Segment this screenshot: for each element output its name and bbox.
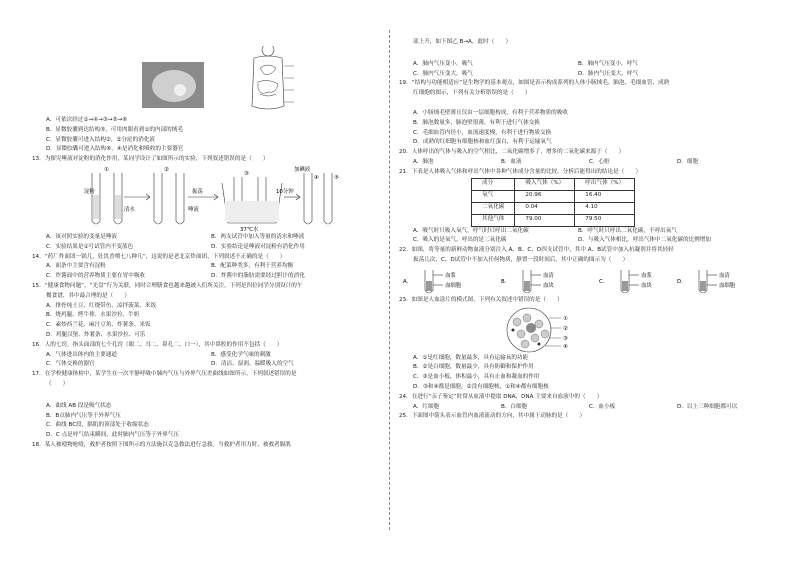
q18-options-row-1 (399, 60, 771, 70)
q16-options-row-2 (32, 360, 404, 370)
q22-figure (399, 266, 771, 296)
label-blood-cells: 血细胞 (445, 282, 462, 289)
q24-option-c[interactable]: C．血小板 (589, 403, 616, 410)
q18-option-a[interactable]: A．肺内气压变小，吸气 (413, 60, 473, 67)
tube-label-d[interactable]: D． (677, 278, 687, 285)
q13-option-d[interactable]: D．实验结论是唾液对淀粉有消化作用 (211, 243, 305, 250)
q19-option-a[interactable]: A．小肠绒毛壁薄且仅由一层细胞构成，有利于营养物质的吸收 (413, 109, 568, 116)
q24-option-b[interactable]: B．白细胞 (501, 403, 528, 410)
label-iodine: 加碘液 (294, 166, 311, 173)
q16-option-d[interactable]: D．清洁、湿润、温暖吸入的空气 (211, 361, 294, 368)
q24-options-row (399, 403, 771, 413)
table-cell: 20.96 (515, 190, 575, 202)
q23-stem: 23．如图是人血涂片的模式图，下列有关叙述中错误的是（ ） (399, 296, 563, 303)
q19-option-c[interactable]: C．毛细血管内径小，血流速度慢，有利于进行物质交换 (413, 129, 552, 136)
q14-option-d[interactable]: D．炸酱中的脂肪需要经过胆汁的消化 (211, 273, 305, 280)
q17-option-a[interactable]: A．曲线 AB 段是吸气状态 (46, 402, 112, 409)
q17-stem: 17．在学校健康体检中，某学生在一次平静呼吸中肺内气压与外界气压差曲线如图所示，下列叙述错误的是 (32, 371, 297, 378)
q19-figure-space (399, 99, 771, 109)
q13-option-c[interactable]: C．实验结果是①号试管内不变蓝色 (46, 243, 134, 250)
marker-4: ④ (314, 174, 319, 181)
q23-option-a[interactable]: A．①是红细胞，数量最多，具有运输氧的功能 (413, 354, 529, 361)
table-cell: 79.50 (575, 214, 635, 226)
q15-option-d[interactable]: D．鸡腿汉堡、炸薯条、水果沙拉、可乐 (46, 331, 146, 338)
q21-option-d[interactable]: D．与吸入气体相比，呼出气体中二氧化碳的比例增加 (578, 237, 711, 244)
q20-stem: 20．人体呼出的气体与吸入的空气相比，二氧化碳增多了，增多的二氧化碳来源于（ ） (399, 149, 625, 156)
table-cell: 0.04 (515, 202, 575, 214)
q22-stem: 22．如图，将等量的新鲜动物血液分别注入 A、B、C、D四支试管中，其中 A、B试管中加入抗凝剂并将其轻轻 (399, 247, 674, 254)
q12-option-d[interactable]: D．显微胶囊可进入结构⑥，④是消化和吸收的主要器官 (46, 146, 184, 153)
q14-option-b[interactable]: B．配菜种类多，有利于营养均衡 (211, 263, 294, 270)
starch-digestion-experiment-diagram (32, 165, 404, 233)
q21-options-row-2 (399, 236, 771, 246)
q22-stem-continued: 振荡几次，C、D试管中不加入任何物质，静置一段时间后，其中正确的图示为（ ） (413, 256, 629, 263)
q15-stem-continued: 餐食谱，其中最合理的是（ ） (46, 292, 130, 299)
right-column (399, 38, 771, 422)
q21-option-b[interactable]: B．呼气时只呼出二氧化碳，不呼出氧气 (578, 227, 677, 234)
table-row (472, 202, 635, 214)
q16-options-row-1 (32, 351, 404, 361)
q18-figure-space (399, 48, 771, 60)
tube-label-c[interactable]: C． (599, 278, 609, 285)
q19-stem: 19．“结构与功能相适应”是生物学的基本观点，如图是表示构成系列的人体小肠绒毛、肺泡、毛细血管、成熟 (399, 80, 670, 87)
table-header-cell: 成分 (472, 178, 515, 190)
q21-options-row-1 (399, 227, 771, 237)
label-shake: 振荡 (192, 188, 203, 195)
blood-smear-diagram (399, 306, 771, 354)
label-plasma: 血浆 (641, 272, 652, 279)
q13-stem: 13．为探究唾液对淀粉的消化作用，某同学设计了如图所示的实验，下列叙述错误的是（ ） (32, 156, 269, 163)
q13-options-row-2 (32, 243, 404, 253)
q13-figure (32, 165, 404, 233)
q17-option-d[interactable]: D．C 点是呼气结束瞬间，此时肺内气压等于外界气压 (46, 432, 180, 439)
table-header-row (472, 178, 635, 190)
label-serum: 血清 (719, 272, 730, 279)
q23-figure (399, 306, 771, 354)
q19-stem-continued: 红细胞的图示，下列有关分析错误的是（ ） (413, 90, 531, 97)
q16-option-a[interactable]: A．气体进出体内的主要通道 (46, 351, 117, 358)
q12-option-b[interactable]: B．显微胶囊到达结构⑤，可用肉眼看到①的内部的绒毛 (46, 126, 183, 133)
q20-options-row (399, 158, 771, 168)
q23-option-d[interactable]: D．③和④都是细胞，②没有细胞核，①和④都有细胞核 (413, 383, 549, 390)
q15-option-b[interactable]: B．烧鸡腿、烤牛排、水果沙拉、牛奶 (46, 312, 140, 319)
label-starch: 淀粉 (84, 188, 95, 195)
q17-figure-space (32, 390, 404, 402)
q24-option-d[interactable]: D．以上三种细胞都可以 (677, 403, 738, 410)
q13-options-row-1 (32, 233, 404, 243)
label-10min: 10分钟 (276, 188, 294, 195)
q15-option-a[interactable]: A．排骨炖土豆、红烧带鱼、凉拌菠菜、米饭 (46, 302, 157, 309)
q18-option-d[interactable]: D．肺内气压变大，呼气 (578, 70, 639, 77)
label-clot: 血块 (641, 282, 652, 289)
q13-option-b[interactable]: B．两支试管中加入等量的清水和唾液 (211, 233, 305, 240)
label-serum: 血清 (543, 272, 554, 279)
q20-option-c[interactable]: C．心脏 (589, 158, 610, 165)
q17-option-b[interactable]: B．B点肺内气压等于外界气压 (46, 412, 121, 419)
q17-stem-continued: （ ） (46, 380, 69, 387)
q12-option-a[interactable]: A．可依次经过①→④→③→⑤→⑥ (46, 117, 128, 123)
marker-3: ③ (244, 170, 249, 177)
table-cell: 二氧化碳 (472, 202, 515, 214)
label-saliva: 唾液 (188, 206, 199, 213)
label-water: 清水 (124, 206, 135, 213)
cell-marker-1: ① (563, 315, 568, 322)
marker-2: ② (164, 166, 169, 173)
table-header-cell: 呼出气体（%） (575, 178, 635, 190)
marker-5: ⑤ (334, 174, 339, 181)
q16-option-c[interactable]: C．气体交换的器官 (46, 361, 95, 368)
q18-options-row-2 (399, 70, 771, 80)
q17-option-c[interactable]: C．曲线 BC段，膈肌的顶部处于收缩状态 (46, 422, 149, 429)
capsule-and-digestive-system-image (32, 46, 404, 116)
gas-composition-table (471, 178, 635, 227)
table-cell: 16.40 (575, 190, 635, 202)
table-cell: 氧气 (472, 190, 515, 202)
q21-stem: 21．下表是人体吸入气体和呼出气体中各种气体成分含量的比较，分析后能得出的结论是（ ） (399, 168, 642, 175)
q14-options-row-2 (32, 272, 404, 282)
table-cell: 4.10 (575, 202, 635, 214)
q18-stem-continued: 部上升，如下图乙 B→A，此时（ ） (413, 39, 512, 45)
q23-option-b[interactable]: B．②是白细胞，数量最少，具有防御和保护作用 (413, 364, 534, 371)
label-37c-water: 37℃水 (240, 226, 259, 233)
cell-marker-3: ③ (563, 335, 568, 342)
q13-option-a[interactable]: A．该对照实验的变量是唾液 (46, 233, 117, 240)
q25-stem: 25．下面图中箭头表示血管内血液流动的方向，其中属于动脉的是（ ） (399, 413, 586, 420)
marker-1: ① (104, 166, 109, 173)
table-cell: 79.00 (515, 214, 575, 226)
q16-stem: 16．人的七窍，指头面部的七个孔窍（眼二、耳二、鼻孔二、口一），其中鼻腔的作用不包括（ ） (32, 341, 283, 348)
blood-test-tubes-diagram (399, 266, 771, 296)
cell-marker-2: ② (563, 325, 568, 332)
q12-option-c[interactable]: C．显微胶囊可进入结构②，②分泌的消化液 (46, 136, 156, 143)
q18-stem: 18．某人被噎物呛噎，救护者按照下图所示的方法施以克急救法进行急救。当救护者用力时，被救者膈肌 (32, 441, 291, 448)
q19-option-d[interactable]: D．成熟的红细胞有细胞核和血红蛋白，有利于运输氧气 (413, 139, 552, 146)
q21-option-a[interactable]: A．吸气时只吸入氧气，呼气时只呼出二氧化碳 (413, 227, 529, 234)
q20-option-b[interactable]: B．血液 (501, 158, 522, 165)
q24-stem: 24．在进行“亲子鉴定”时常从血液中提取 DNA，DNA 主要来自血液中的（ ） (399, 393, 603, 400)
q20-option-d[interactable]: D．细胞 (677, 158, 699, 165)
tube-label-a[interactable]: A． (403, 278, 413, 285)
q14-option-a[interactable]: A．面条中主要含有淀粉 (46, 263, 106, 270)
label-plasma: 血浆 (445, 272, 456, 279)
q15-option-c[interactable]: C．素炒西兰花、麻汁豆角、炸薯条、米饭 (46, 322, 151, 329)
q12-figure (32, 46, 404, 116)
q15-stem: 15．“健康食物问题”，“光盘”行为关联，同时合理膳食也越来越被人们所关注，下列是四位同学分别设计的午 (32, 282, 303, 289)
table-row (472, 214, 635, 226)
table-cell: 其他气体 (472, 214, 515, 226)
table-header-cell: 吸入气体（%） (515, 178, 575, 190)
q20-option-a[interactable]: A．肺泡 (413, 158, 434, 165)
q16-option-b[interactable]: B．感受化学气味的刺激 (211, 351, 271, 358)
q18-option-c[interactable]: C．肺内气压变大，吸气 (413, 70, 473, 77)
tube-label-b[interactable]: B． (501, 278, 511, 285)
q21-option-c[interactable]: C．吸入的是氧气，呼出的是二氧化碳 (413, 237, 507, 244)
q23-option-c[interactable]: C．③是血小板，体积最小，具有止血和凝血的作用 (413, 374, 540, 381)
q14-stem: 14．“药厂炸面团一锅儿，肚饥香喷七八种儿”，这说的是老北京炸面团，下列叙述不正确的是（ ） (32, 253, 286, 260)
label-clot: 血块 (543, 282, 554, 289)
q19-option-b[interactable]: B．肺泡数量多，肺泡壁很薄，有利于进行气体交换 (413, 119, 540, 126)
left-column (32, 0, 404, 451)
q14-option-c[interactable]: C．炸酱面中的营养物质主要在胃中吸收 (46, 273, 146, 280)
table-row (472, 190, 635, 202)
q18-option-b[interactable]: B．肺内气压变小，呼气 (578, 60, 638, 67)
label-blood-cells: 血细胞 (719, 282, 736, 289)
cell-marker-4: ④ (563, 343, 568, 350)
q14-options-row-1 (32, 262, 404, 272)
q24-option-a[interactable]: A．红细胞 (413, 403, 440, 410)
